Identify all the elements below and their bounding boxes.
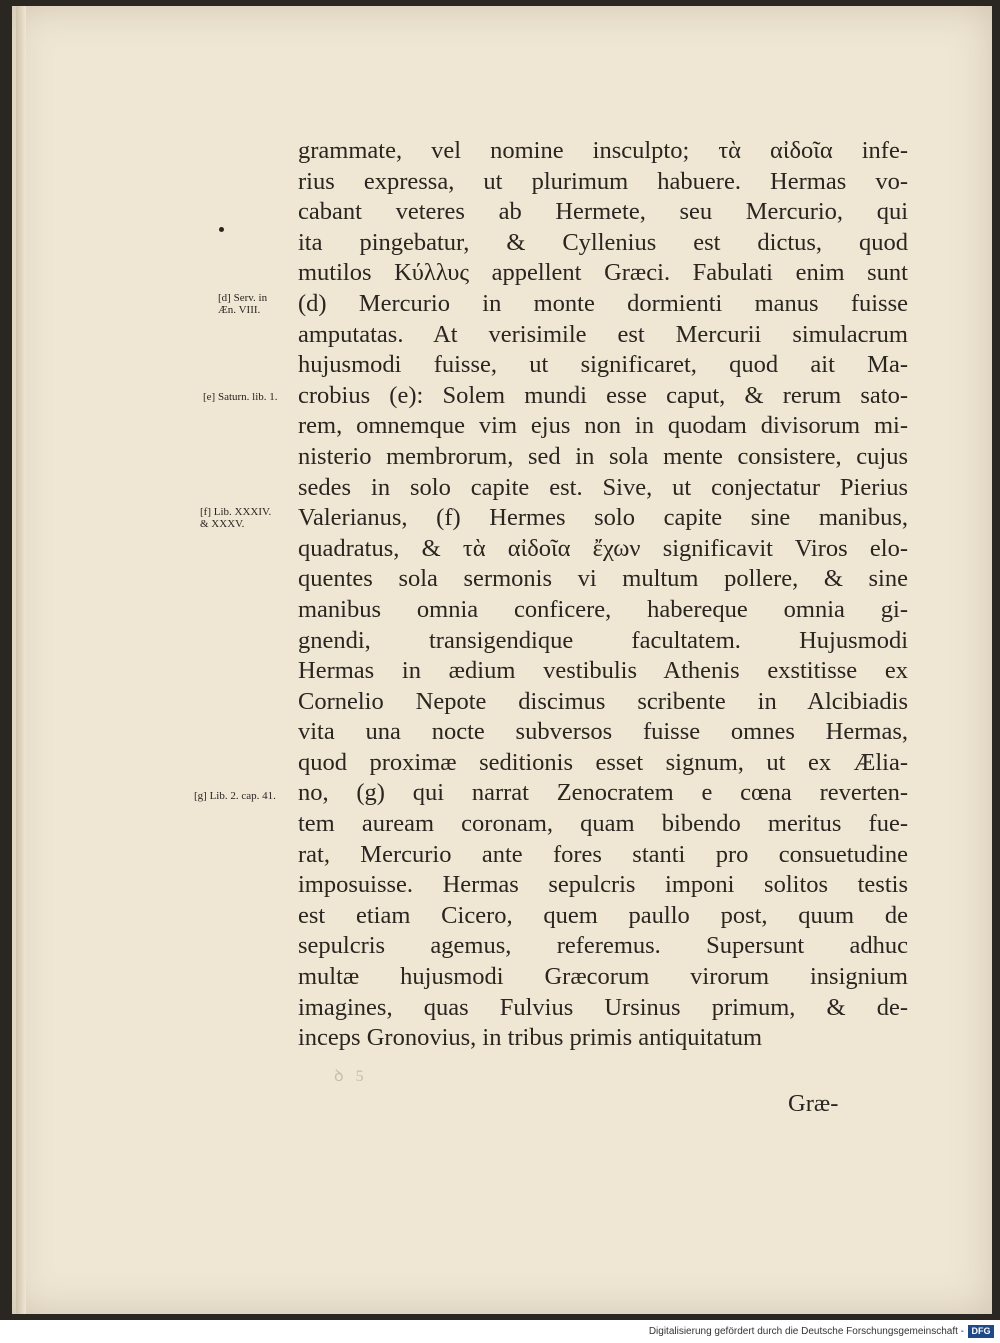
text-line: Cornelio Nepote discimus scribente in Alcibiadis (298, 687, 908, 715)
text-line: tem auream coronam, quam bibendo meritus fue- (298, 810, 908, 838)
text-line: est etiam Cicero, quem paullo post, quum de (298, 901, 908, 929)
text-line: rat, Mercurio ante fores stanti pro consuetudine (298, 840, 908, 868)
text-line: rius expressa, ut plurimum habuere. Hermas vo- (298, 167, 908, 195)
margin-note-d (218, 292, 267, 316)
text-line: no, (g) qui narrat Zenocratem e cœna reverten- (298, 779, 908, 807)
text-line: cabant veteres ab Hermete, seu Mercurio, qui (298, 198, 908, 226)
text-line: nisterio membrorum, sed in sola mente consistere, cujus (298, 442, 908, 470)
margin-note-e: [e] Saturn. lib. 1. (203, 391, 278, 403)
text-line: amputatas. At verisimile est Mercurii simulacrum (298, 320, 908, 348)
text-line: inceps Gronovius, in tribus primis antiquitatum (298, 1024, 763, 1052)
text-line: manibus omnia conficere, habereque omnia gi- (298, 595, 908, 623)
text-line: grammate, vel nomine insculpto; τὰ αἰδοῖα infe- (298, 137, 908, 164)
text-line: rem, omnemque vim ejus non in quodam divisorum mi- (298, 412, 908, 440)
text-line: Hermas in ædium vestibulis Athenis exstitisse ex (298, 657, 908, 685)
dfg-logo: DFG (968, 1325, 994, 1338)
footer-credit: Digitalisierung gefördert durch die Deutsche Forschungsgemeinschaft - (648, 1326, 964, 1337)
text-line: quod proximæ seditionis esset signum, ut ex Ælia- (298, 748, 908, 776)
margin-note-f-line1: [f] Lib. XXXIV. (200, 506, 272, 518)
text-line: sedes in solo capite est. Sive, ut conjectatur Pierius (298, 473, 908, 501)
text-line: crobius (e): Solem mundi esse caput, & rerum sato- (298, 381, 908, 409)
ink-dot (219, 227, 224, 232)
text-line: (d) Mercurio in monte dormienti manus fuisse (298, 289, 908, 317)
text-line: hujusmodi fuisse, ut significaret, quod ait Ma- (298, 351, 908, 379)
text-line: gnendi, transigendique facultatem. Hujusmodi (298, 626, 908, 654)
text-line: ita pingebatur, & Cyllenius est dictus, quod (298, 228, 908, 256)
bleed-through-text: ꝺ 5 (334, 1068, 368, 1085)
margin-note-d-line2: Æn. VIII. (218, 304, 261, 316)
text-line: multæ hujusmodi Græcorum virorum insignium (298, 963, 908, 991)
text-line: quentes sola sermonis vi multum pollere, & sine (298, 565, 908, 593)
text-line: imposuisse. Hermas sepulcris imponi solitos testis (298, 871, 908, 899)
margin-note-g: [g] Lib. 2. cap. 41. (194, 790, 276, 802)
main-text-block (298, 136, 908, 1054)
margin-note-d-line1: [d] Serv. in (218, 292, 268, 304)
text-line: mutilos Κύλλυς appellent Græci. Fabulati enim sunt (298, 259, 908, 287)
text-line: quadratus, & τὰ αἰδοῖα ἔχων significavit Viros elo- (298, 534, 908, 562)
text-line: Valerianus, (f) Hermes solo capite sine manibus, (298, 504, 908, 532)
page-edge-shadow (16, 6, 26, 1314)
text-line: sepulcris agemus, referemus. Supersunt adhuc (298, 932, 908, 960)
catchword: Græ- (788, 1090, 839, 1117)
text-line: imagines, quas Fulvius Ursinus primum, & de- (298, 993, 908, 1021)
margin-note-f-line2: & XXXV. (200, 518, 245, 530)
text-line: vita una nocte subversos fuisse omnes Hermas, (298, 718, 908, 746)
margin-note-f (200, 506, 271, 530)
